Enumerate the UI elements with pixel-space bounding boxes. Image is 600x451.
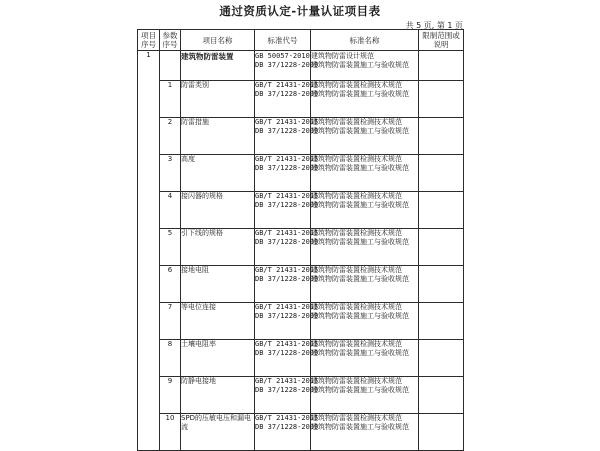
std-code-line: DB 37/1228-2009 [255, 312, 319, 320]
std-code-cell [255, 414, 319, 451]
param-name-cell: 引下线的规格 [181, 229, 255, 266]
std-code-cell [255, 303, 319, 340]
std-name-line: 建筑物防雷装置施工与验收规范 [311, 61, 409, 69]
std-name-cell [311, 155, 419, 192]
item-seq-cell: 1 [138, 51, 160, 451]
header-param-seq: 参数序号 [160, 30, 181, 51]
limit-cell [419, 377, 464, 414]
limit-cell [419, 229, 464, 266]
std-code-line: GB/T 21431-2015 [255, 118, 319, 126]
std-code-line: GB/T 21431-2015 [255, 340, 319, 348]
param-name-cell: 土壤电阻率 [181, 340, 255, 377]
limit-cell [419, 340, 464, 377]
std-code-line: DB 37/1228-2009 [255, 238, 319, 246]
std-name-line: 建筑物防雷装置施工与验收规范 [311, 386, 409, 394]
table-row [138, 377, 464, 414]
limit-cell [419, 51, 464, 81]
std-name-line: 建筑物防雷装置检测技术规范 [311, 81, 402, 89]
std-code-line: GB/T 21431-2015 [255, 192, 319, 200]
std-code-line: DB 37/1228-2009 [255, 423, 319, 431]
std-name-line: 建筑物防雷装置检测技术规范 [311, 229, 402, 237]
std-name-line: 建筑物防雷装置检测技术规范 [311, 377, 402, 385]
std-name-line: 建筑物防雷装置检测技术规范 [311, 118, 402, 126]
table-row-project [138, 51, 464, 81]
header-std-code: 标准代号 [255, 30, 311, 51]
table-row [138, 229, 464, 266]
std-name-cell [311, 377, 419, 414]
std-name-line: 建筑物防雷装置施工与验收规范 [311, 423, 409, 431]
std-name-line: 建筑物防雷装置施工与验收规范 [311, 275, 409, 283]
std-code-line: GB/T 21431-2015 [255, 266, 319, 274]
std-code-cell [255, 118, 319, 155]
param-seq-cell: 3 [160, 155, 181, 192]
param-name-cell: 接闪器的规格 [181, 192, 255, 229]
std-name-cell [311, 81, 419, 118]
param-name-cell: SPD的压敏电压和漏电流 [181, 414, 255, 451]
certification-items-table [137, 29, 464, 451]
std-code-line: GB/T 21431-2015 [255, 414, 319, 422]
table-row [138, 118, 464, 155]
table-row [138, 340, 464, 377]
std-name-line: 建筑物防雷装置检测技术规范 [311, 266, 402, 274]
limit-cell [419, 155, 464, 192]
std-code-cell [255, 51, 319, 81]
param-name-cell: 等电位连接 [181, 303, 255, 340]
std-code-line: GB/T 21431-2015 [255, 155, 319, 163]
table-row [138, 192, 464, 229]
std-code-cell [255, 155, 319, 192]
table-row [138, 155, 464, 192]
std-code-line: DB 37/1228-2009 [255, 275, 319, 283]
param-seq-cell: 10 [160, 414, 181, 451]
std-code-cell [255, 81, 319, 118]
std-code-cell [255, 266, 319, 303]
header-limit: 限制范围或说明 [419, 30, 464, 51]
header-item-name: 项目名称 [181, 30, 255, 51]
table-row [138, 266, 464, 303]
std-name-line: 建筑物防雷装置检测技术规范 [311, 192, 402, 200]
std-code-line: GB/T 21431-2015 [255, 81, 319, 89]
limit-cell [419, 81, 464, 118]
std-name-line: 建筑物防雷装置检测技术规范 [311, 303, 402, 311]
table-header-row [138, 30, 464, 51]
std-name-line: 建筑物防雷设计规范 [311, 52, 374, 60]
page-info: 共 5 页, 第 1 页 [405, 21, 463, 30]
std-name-cell [311, 192, 419, 229]
std-code-line: GB/T 21431-2015 [255, 377, 319, 385]
param-name-cell: 防雷措施 [181, 118, 255, 155]
table-row [138, 81, 464, 118]
std-name-line: 建筑物防雷装置施工与验收规范 [311, 127, 409, 135]
std-name-cell [311, 118, 419, 155]
header-item-seq: 项目序号 [138, 30, 160, 51]
std-code-cell [255, 340, 319, 377]
limit-cell [419, 303, 464, 340]
std-name-cell [311, 266, 419, 303]
std-name-line: 建筑物防雷装置施工与验收规范 [311, 312, 409, 320]
param-seq-cell: 7 [160, 303, 181, 340]
std-code-line: DB 37/1228-2009 [255, 386, 319, 394]
std-code-cell [255, 377, 319, 414]
param-seq-cell: 1 [160, 81, 181, 118]
std-name-cell [311, 340, 419, 377]
limit-cell [419, 266, 464, 303]
std-name-line: 建筑物防雷装置施工与验收规范 [311, 201, 409, 209]
std-code-cell [255, 229, 319, 266]
std-code-line: GB 50057-2010 [255, 52, 310, 60]
std-name-line: 建筑物防雷装置检测技术规范 [311, 414, 402, 422]
std-code-line: GB/T 21431-2015 [255, 229, 319, 237]
project-name-cell: 建筑物防雷装置 [181, 51, 255, 81]
limit-cell [419, 414, 464, 451]
param-name-cell: 高度 [181, 155, 255, 192]
param-name-cell: 接地电阻 [181, 266, 255, 303]
std-name-line: 建筑物防雷装置施工与验收规范 [311, 164, 409, 172]
param-seq-cell [160, 51, 181, 81]
param-seq-cell: 4 [160, 192, 181, 229]
limit-cell [419, 118, 464, 155]
param-seq-cell: 2 [160, 118, 181, 155]
std-name-cell [311, 229, 419, 266]
std-code-line: DB 37/1228-2009 [255, 90, 319, 98]
table-row [138, 414, 464, 451]
param-seq-cell: 5 [160, 229, 181, 266]
std-code-cell [255, 192, 319, 229]
std-name-line: 建筑物防雷装置检测技术规范 [311, 155, 402, 163]
param-seq-cell: 9 [160, 377, 181, 414]
param-name-cell: 防雷类别 [181, 81, 255, 118]
document-title: 通过资质认定-计量认证项目表 [219, 4, 381, 18]
param-seq-cell: 6 [160, 266, 181, 303]
std-code-line: DB 37/1228-2009 [255, 201, 319, 209]
std-name-line: 建筑物防雷装置施工与验收规范 [311, 90, 409, 98]
std-code-line: DB 37/1228-2009 [255, 164, 319, 172]
std-name-line: 建筑物防雷装置施工与验收规范 [311, 238, 409, 246]
table-row [138, 303, 464, 340]
std-name-line: 建筑物防雷装置施工与验收规范 [311, 349, 409, 357]
std-code-line: DB 37/1228-2009 [255, 349, 319, 357]
param-seq-cell: 8 [160, 340, 181, 377]
param-name-cell: 防静电接地 [181, 377, 255, 414]
header-std-name: 标准名称 [311, 30, 419, 51]
std-name-cell [311, 414, 419, 451]
limit-cell [419, 192, 464, 229]
std-name-line: 建筑物防雷装置检测技术规范 [311, 340, 402, 348]
std-code-line: DB 37/1228-2009 [255, 127, 319, 135]
std-code-line: DB 37/1228-2009 [255, 61, 319, 69]
std-name-cell [311, 51, 419, 81]
std-code-line: GB/T 21431-2015 [255, 303, 319, 311]
std-name-cell [311, 303, 419, 340]
